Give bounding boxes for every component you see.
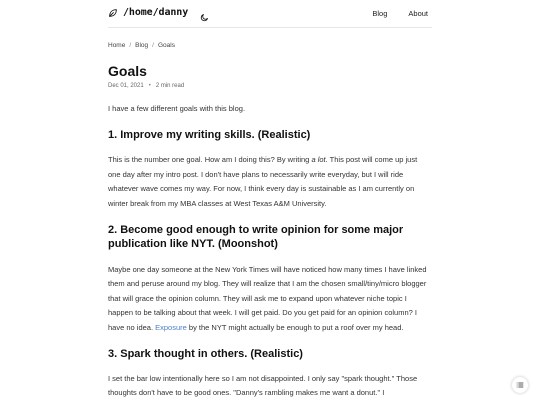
- exposure-link[interactable]: Exposure: [155, 322, 187, 332]
- site-brand[interactable]: [108, 7, 188, 18]
- nav-link-about[interactable]: About: [408, 9, 428, 18]
- post-title: Goals: [108, 63, 147, 79]
- site-header: [108, 0, 432, 28]
- breadcrumb-separator: /: [152, 42, 154, 49]
- section-body-2: Maybe one day someone at the New York Times will have noticed how many times I have linked them and peruse around my blog. They will realize that I am the chosen small/tiny/micro blogger that will grace the opinion column. They will ask me to expand upon whatever niche topic I happen to be talking about that week. I will get paid. Do you get paid for an opinion column? I have no idea. Exposure by the NYT might actually be enough to put a roof over my head.: [108, 265, 427, 332]
- section-heading-3: 3. Spark thought in others. (Realistic): [108, 348, 303, 361]
- post-meta: [108, 83, 184, 89]
- section-heading-1: 1. Improve my writing skills. (Realistic): [108, 129, 311, 142]
- post-content: [108, 102, 430, 401]
- breadcrumb-current: Goals: [157, 42, 175, 49]
- section-body-1: This is the number one goal. How am I doing this? By writing a lot. This post will come up just one day after my intro post. I don't have plans to necessarily write everyday, but I will ride whatever wave comes my way. For now, I think every day is sustainable as I am currently on winter break from my MBA classes at West Texas A&M University.: [108, 155, 418, 208]
- nav-link-blog[interactable]: Blog: [372, 9, 388, 18]
- post-read-time: 2 min read: [155, 83, 185, 89]
- list-icon: [516, 376, 524, 394]
- table-of-contents-button[interactable]: [512, 377, 528, 393]
- main-nav: [351, 9, 428, 18]
- meta-separator: •: [148, 83, 151, 89]
- theme-toggle-moon-icon[interactable]: [200, 9, 209, 27]
- breadcrumb-separator: /: [129, 42, 132, 49]
- breadcrumb: [108, 42, 175, 49]
- site-title[interactable]: /home/danny: [123, 7, 189, 18]
- leaf-icon: [108, 8, 118, 18]
- section-heading-2: 2. Become good enough to write opinion for some major publication like NYT. (Moonshot): [108, 224, 404, 251]
- section-body-3: I set the bar low intentionally here so I am not disappointed. I only say "spark thought." Those thoughts don't have to be good ones. "Danny's rambling makes me want a donut." I: [108, 374, 418, 398]
- breadcrumb-blog[interactable]: Blog: [135, 42, 149, 49]
- breadcrumb-home[interactable]: Home: [108, 42, 126, 49]
- emphasis-text: a lot: [311, 155, 326, 165]
- post-date: Dec 01, 2021: [108, 83, 144, 89]
- post-intro: I have a few different goals with this blog.: [108, 104, 246, 113]
